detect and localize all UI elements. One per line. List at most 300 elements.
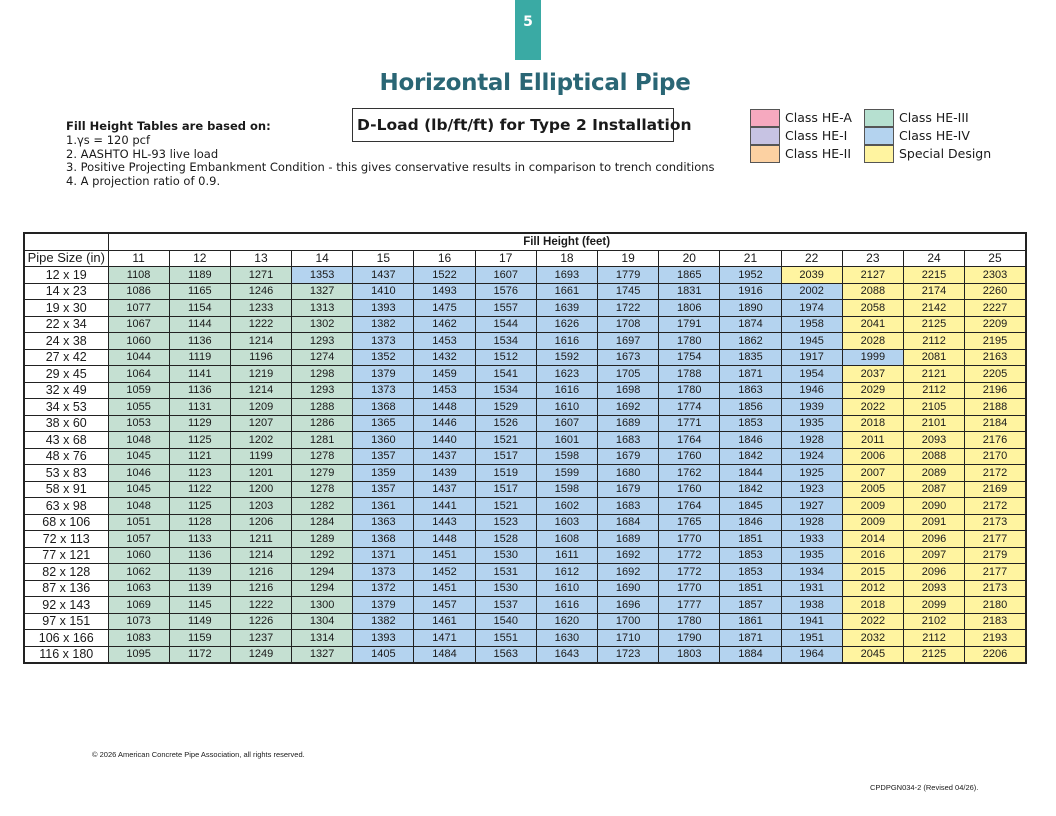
dload-cell: 1612 <box>536 564 597 581</box>
dload-cell: 1853 <box>720 564 781 581</box>
dload-cell: 1623 <box>536 366 597 383</box>
table-row <box>24 531 1026 548</box>
pipe-size-cell: 72 x 113 <box>24 531 108 548</box>
dload-cell: 1149 <box>169 613 230 630</box>
dload-cell: 1698 <box>598 382 659 399</box>
dload-cell: 1603 <box>536 514 597 531</box>
dload-cell: 2005 <box>842 481 903 498</box>
dload-cell: 1437 <box>353 267 414 284</box>
dload-cell: 1484 <box>414 646 475 663</box>
legend-swatch <box>750 127 780 145</box>
dload-cell: 1363 <box>353 514 414 531</box>
dload-cell: 1145 <box>169 597 230 614</box>
dload-cell: 1083 <box>108 630 169 647</box>
dload-cell: 2169 <box>965 481 1026 498</box>
dload-cell: 1601 <box>536 432 597 449</box>
dload-cell: 1471 <box>414 630 475 647</box>
dload-cell: 1327 <box>292 646 353 663</box>
dload-cell: 1372 <box>353 580 414 597</box>
fill-height-column-header: 21 <box>720 250 781 267</box>
pipe-size-cell: 29 x 45 <box>24 366 108 383</box>
dload-cell: 2196 <box>965 382 1026 399</box>
dload-cell: 1964 <box>781 646 842 663</box>
table-row <box>24 564 1026 581</box>
dload-cell: 1534 <box>475 333 536 350</box>
dload-cell: 1683 <box>598 498 659 515</box>
dload-cell: 1200 <box>230 481 291 498</box>
legend-label: Class HE-II <box>785 146 852 161</box>
table-row <box>24 630 1026 647</box>
dload-cell: 1219 <box>230 366 291 383</box>
dload-cell: 1122 <box>169 481 230 498</box>
dload-cell: 2172 <box>965 465 1026 482</box>
dload-cell: 2041 <box>842 316 903 333</box>
dload-cell: 1557 <box>475 300 536 317</box>
dload-cell: 1222 <box>230 597 291 614</box>
dload-cell: 1534 <box>475 382 536 399</box>
dload-cell: 1453 <box>414 382 475 399</box>
table-row <box>24 382 1026 399</box>
notes-heading: Fill Height Tables are based on: <box>66 119 271 133</box>
fill-height-column-header: 20 <box>659 250 720 267</box>
table-row <box>24 613 1026 630</box>
dload-cell: 2303 <box>965 267 1026 284</box>
dload-cell: 1853 <box>720 415 781 432</box>
table-row <box>24 349 1026 366</box>
dload-cell: 1517 <box>475 481 536 498</box>
dload-cell: 1327 <box>292 283 353 300</box>
dload-cell: 1144 <box>169 316 230 333</box>
dload-cell: 2091 <box>903 514 964 531</box>
dload-cell: 1139 <box>169 580 230 597</box>
dload-cell: 2090 <box>903 498 964 515</box>
dload-cell: 1842 <box>720 481 781 498</box>
note-item: 4. A projection ratio of 0.9. <box>66 174 221 189</box>
dload-cell: 1059 <box>108 382 169 399</box>
dload-cell: 1095 <box>108 646 169 663</box>
pipe-size-cell: 48 x 76 <box>24 448 108 465</box>
pipe-size-cell: 38 x 60 <box>24 415 108 432</box>
dload-cell: 2121 <box>903 366 964 383</box>
dload-cell: 2088 <box>842 283 903 300</box>
dload-cell: 1373 <box>353 382 414 399</box>
dload-cell: 1271 <box>230 267 291 284</box>
dload-cell: 2193 <box>965 630 1026 647</box>
dload-cell: 1772 <box>659 547 720 564</box>
dload-cell: 1673 <box>598 349 659 366</box>
dload-cell: 1616 <box>536 597 597 614</box>
dload-cell: 1871 <box>720 630 781 647</box>
dload-cell: 1865 <box>659 267 720 284</box>
dload-cell: 1063 <box>108 580 169 597</box>
dload-cell: 1630 <box>536 630 597 647</box>
dload-cell: 1777 <box>659 597 720 614</box>
dload-cell: 2037 <box>842 366 903 383</box>
dload-cell: 2039 <box>781 267 842 284</box>
dload-cell: 1790 <box>659 630 720 647</box>
dload-cell: 2087 <box>903 481 964 498</box>
dload-cell: 1512 <box>475 349 536 366</box>
dload-cell: 1286 <box>292 415 353 432</box>
dload-cell: 1293 <box>292 382 353 399</box>
dload-cell: 1690 <box>598 580 659 597</box>
pipe-size-cell: 82 x 128 <box>24 564 108 581</box>
table-row <box>24 597 1026 614</box>
dload-cell: 1410 <box>353 283 414 300</box>
dload-cell: 1448 <box>414 399 475 416</box>
dload-cell: 2018 <box>842 415 903 432</box>
dload-cell: 1294 <box>292 580 353 597</box>
dload-cell: 2163 <box>965 349 1026 366</box>
table-row <box>24 547 1026 564</box>
dload-cell: 1274 <box>292 349 353 366</box>
dload-cell: 1437 <box>414 448 475 465</box>
legend-swatch <box>864 127 894 145</box>
dload-cell: 1661 <box>536 283 597 300</box>
table-row <box>24 333 1026 350</box>
dload-cell: 1760 <box>659 448 720 465</box>
dload-cell: 1845 <box>720 498 781 515</box>
dload-cell: 1951 <box>781 630 842 647</box>
dload-cell: 1379 <box>353 366 414 383</box>
dload-cell: 1136 <box>169 333 230 350</box>
dload-cell: 1764 <box>659 432 720 449</box>
dload-cell: 1211 <box>230 531 291 548</box>
dload-cell: 2097 <box>903 547 964 564</box>
dload-cell: 1697 <box>598 333 659 350</box>
dload-cell: 1598 <box>536 481 597 498</box>
dload-cell: 1933 <box>781 531 842 548</box>
dload-cell: 2101 <box>903 415 964 432</box>
dload-cell: 1281 <box>292 432 353 449</box>
table-row <box>24 514 1026 531</box>
dload-cell: 1452 <box>414 564 475 581</box>
table-row <box>24 448 1026 465</box>
table-row <box>24 646 1026 663</box>
dload-cell: 1939 <box>781 399 842 416</box>
dload-cell: 1779 <box>598 267 659 284</box>
legend-swatch <box>750 109 780 127</box>
table-row <box>24 399 1026 416</box>
dload-cell: 1607 <box>475 267 536 284</box>
note-item: 2. AASHTO HL-93 live load <box>66 146 219 161</box>
dload-cell: 1361 <box>353 498 414 515</box>
fill-height-column-header: 15 <box>353 250 414 267</box>
dload-cell: 1159 <box>169 630 230 647</box>
table-row <box>24 498 1026 515</box>
dload-cell: 1154 <box>169 300 230 317</box>
dload-cell: 2022 <box>842 613 903 630</box>
dload-cell: 1598 <box>536 448 597 465</box>
dload-cell: 2081 <box>903 349 964 366</box>
dload-cell: 1700 <box>598 613 659 630</box>
dload-cell: 2173 <box>965 580 1026 597</box>
dload-cell: 1871 <box>720 366 781 383</box>
dload-cell: 2105 <box>903 399 964 416</box>
dload-cell: 1551 <box>475 630 536 647</box>
dload-cell: 1289 <box>292 531 353 548</box>
dload-cell: 1292 <box>292 547 353 564</box>
dload-cell: 1086 <box>108 283 169 300</box>
dload-cell: 1462 <box>414 316 475 333</box>
table-row <box>24 267 1026 284</box>
pipe-size-cell: 97 x 151 <box>24 613 108 630</box>
document-id: CPDPGN034-2 (Revised 04/26). <box>870 783 979 792</box>
dload-cell: 2215 <box>903 267 964 284</box>
dload-cell: 1526 <box>475 415 536 432</box>
dload-cell: 1136 <box>169 547 230 564</box>
dload-cell: 2174 <box>903 283 964 300</box>
dload-cell: 2179 <box>965 547 1026 564</box>
dload-cell: 2170 <box>965 448 1026 465</box>
dload-cell: 1780 <box>659 613 720 630</box>
fill-height-column-header: 23 <box>842 250 903 267</box>
pipe-size-cell: 116 x 180 <box>24 646 108 663</box>
dload-cell: 2016 <box>842 547 903 564</box>
dload-cell: 1530 <box>475 580 536 597</box>
dload-cell: 1216 <box>230 564 291 581</box>
fill-height-column-header: 12 <box>169 250 230 267</box>
dload-cell: 2176 <box>965 432 1026 449</box>
dload-cell: 1692 <box>598 564 659 581</box>
dload-cell: 1045 <box>108 481 169 498</box>
dload-cell: 2002 <box>781 283 842 300</box>
dload-cell: 1493 <box>414 283 475 300</box>
dload-cell: 1788 <box>659 366 720 383</box>
dload-cell: 1379 <box>353 597 414 614</box>
dload-cell: 1780 <box>659 382 720 399</box>
dload-cell: 1616 <box>536 333 597 350</box>
dload-cell: 1916 <box>720 283 781 300</box>
dload-cell: 1602 <box>536 498 597 515</box>
dload-cell: 1626 <box>536 316 597 333</box>
pipe-size-header: Pipe Size (in) <box>24 250 108 267</box>
dload-cell: 1119 <box>169 349 230 366</box>
dload-cell: 1439 <box>414 465 475 482</box>
dload-cell: 1304 <box>292 613 353 630</box>
dload-cell: 1846 <box>720 514 781 531</box>
dload-cell: 1923 <box>781 481 842 498</box>
dload-cell: 2093 <box>903 432 964 449</box>
dload-cell: 1352 <box>353 349 414 366</box>
dload-cell: 1599 <box>536 465 597 482</box>
dload-cell: 1528 <box>475 531 536 548</box>
dload-cell: 1373 <box>353 564 414 581</box>
dload-cell: 1121 <box>169 448 230 465</box>
dload-cell: 2096 <box>903 564 964 581</box>
dload-cell: 1053 <box>108 415 169 432</box>
dload-cell: 1446 <box>414 415 475 432</box>
dload-cell: 1531 <box>475 564 536 581</box>
fill-height-column-header: 14 <box>292 250 353 267</box>
table-row <box>24 481 1026 498</box>
dload-cell: 1954 <box>781 366 842 383</box>
dload-cell: 1207 <box>230 415 291 432</box>
dload-cell: 1069 <box>108 597 169 614</box>
dload-cell: 1941 <box>781 613 842 630</box>
legend-swatch <box>750 145 780 163</box>
dload-cell: 1368 <box>353 399 414 416</box>
dload-cell: 1874 <box>720 316 781 333</box>
dload-cell: 1353 <box>292 267 353 284</box>
dload-cell: 1851 <box>720 531 781 548</box>
dload-cell: 1928 <box>781 514 842 531</box>
table-row <box>24 580 1026 597</box>
fill-height-header: Fill Height (feet) <box>108 233 1026 250</box>
dload-cell: 1060 <box>108 547 169 564</box>
dload-cell: 1314 <box>292 630 353 647</box>
dload-cell: 1770 <box>659 531 720 548</box>
dload-cell: 2206 <box>965 646 1026 663</box>
dload-cell: 1067 <box>108 316 169 333</box>
table-row <box>24 316 1026 333</box>
legend-swatch <box>864 109 894 127</box>
dload-cell: 2177 <box>965 531 1026 548</box>
dload-cell: 1857 <box>720 597 781 614</box>
pipe-size-cell: 34 x 53 <box>24 399 108 416</box>
fill-height-column-header: 17 <box>475 250 536 267</box>
dload-cell: 2183 <box>965 613 1026 630</box>
dload-cell: 1519 <box>475 465 536 482</box>
dload-cell: 1611 <box>536 547 597 564</box>
dload-cell: 1393 <box>353 630 414 647</box>
pipe-size-cell: 63 x 98 <box>24 498 108 515</box>
dload-cell: 1453 <box>414 333 475 350</box>
fill-height-column-header: 13 <box>230 250 291 267</box>
dload-cell: 1196 <box>230 349 291 366</box>
dload-cell: 1522 <box>414 267 475 284</box>
dload-cell: 1529 <box>475 399 536 416</box>
dload-cell: 1284 <box>292 514 353 531</box>
dload-cell: 1696 <box>598 597 659 614</box>
dload-cell: 1917 <box>781 349 842 366</box>
dload-cell: 1863 <box>720 382 781 399</box>
dload-cell: 1925 <box>781 465 842 482</box>
dload-cell: 2127 <box>842 267 903 284</box>
pipe-size-cell: 87 x 136 <box>24 580 108 597</box>
pipe-size-cell: 68 x 106 <box>24 514 108 531</box>
dload-cell: 1884 <box>720 646 781 663</box>
dload-cell: 1077 <box>108 300 169 317</box>
dload-cell: 2227 <box>965 300 1026 317</box>
dload-cell: 1437 <box>414 481 475 498</box>
dload-cell: 1770 <box>659 580 720 597</box>
dload-cell: 2195 <box>965 333 1026 350</box>
dload-cell: 1760 <box>659 481 720 498</box>
dload-cell: 2184 <box>965 415 1026 432</box>
legend-label: Class HE-IV <box>899 128 970 143</box>
dload-cell: 2172 <box>965 498 1026 515</box>
dload-cell: 1607 <box>536 415 597 432</box>
dload-cell: 1924 <box>781 448 842 465</box>
dload-cell: 1946 <box>781 382 842 399</box>
dload-cell: 1774 <box>659 399 720 416</box>
legend-label: Special Design <box>899 146 992 161</box>
note-item: 3. Positive Projecting Embankment Condition - this gives conservative results in comparison to trench conditions <box>66 160 715 175</box>
dload-cell: 1141 <box>169 366 230 383</box>
dload-cell: 1237 <box>230 630 291 647</box>
dload-cell: 1952 <box>720 267 781 284</box>
dload-cell: 1131 <box>169 399 230 416</box>
dload-cell: 1461 <box>414 613 475 630</box>
legend-label: Class HE-I <box>785 128 848 143</box>
dload-cell: 1045 <box>108 448 169 465</box>
dload-cell: 1055 <box>108 399 169 416</box>
dload-cell: 1302 <box>292 316 353 333</box>
pipe-size-cell: 58 x 91 <box>24 481 108 498</box>
dload-cell: 1723 <box>598 646 659 663</box>
dload-cell: 2112 <box>903 382 964 399</box>
table-row <box>24 300 1026 317</box>
dload-cell: 1945 <box>781 333 842 350</box>
dload-cell: 2112 <box>903 630 964 647</box>
dload-cell: 1616 <box>536 382 597 399</box>
dload-cell: 1521 <box>475 498 536 515</box>
corner-cell <box>24 233 108 250</box>
dload-cell: 1108 <box>108 267 169 284</box>
dload-cell: 1639 <box>536 300 597 317</box>
dload-cell: 1288 <box>292 399 353 416</box>
fill-height-table <box>23 232 1027 664</box>
fill-height-column-header: 11 <box>108 250 169 267</box>
dload-cell: 1780 <box>659 333 720 350</box>
dload-cell: 1073 <box>108 613 169 630</box>
dload-title-box: D-Load (lb/ft/ft) for Type 2 Installation <box>352 108 674 142</box>
dload-cell: 1249 <box>230 646 291 663</box>
pipe-size-cell: 22 x 34 <box>24 316 108 333</box>
dload-cell: 2205 <box>965 366 1026 383</box>
dload-cell: 2015 <box>842 564 903 581</box>
dload-cell: 1935 <box>781 415 842 432</box>
dload-cell: 1206 <box>230 514 291 531</box>
dload-cell: 1226 <box>230 613 291 630</box>
dload-cell: 1209 <box>230 399 291 416</box>
dload-cell: 2173 <box>965 514 1026 531</box>
dload-cell: 1201 <box>230 465 291 482</box>
dload-cell: 1048 <box>108 432 169 449</box>
pipe-size-cell: 43 x 68 <box>24 432 108 449</box>
dload-cell: 1373 <box>353 333 414 350</box>
dload-cell: 2125 <box>903 316 964 333</box>
dload-cell: 1745 <box>598 283 659 300</box>
notes-list <box>66 134 715 189</box>
legend-label: Class HE-A <box>785 110 852 125</box>
dload-cell: 2058 <box>842 300 903 317</box>
dload-cell: 1360 <box>353 432 414 449</box>
table-row <box>24 415 1026 432</box>
dload-cell: 1890 <box>720 300 781 317</box>
pipe-size-cell: 24 x 38 <box>24 333 108 350</box>
table-row <box>24 465 1026 482</box>
dload-cell: 1440 <box>414 432 475 449</box>
dload-cell: 1172 <box>169 646 230 663</box>
dload-cell: 1831 <box>659 283 720 300</box>
dload-cell: 1692 <box>598 399 659 416</box>
dload-cell: 1123 <box>169 465 230 482</box>
dload-cell: 1125 <box>169 498 230 515</box>
table-row <box>24 432 1026 449</box>
fill-height-column-header: 25 <box>965 250 1026 267</box>
dload-cell: 1278 <box>292 481 353 498</box>
dload-cell: 1046 <box>108 465 169 482</box>
dload-cell: 1689 <box>598 415 659 432</box>
dload-cell: 1189 <box>169 267 230 284</box>
fill-height-notes <box>66 120 715 189</box>
dload-cell: 1048 <box>108 498 169 515</box>
fill-height-column-header: 16 <box>414 250 475 267</box>
dload-cell: 2007 <box>842 465 903 482</box>
dload-cell: 1060 <box>108 333 169 350</box>
